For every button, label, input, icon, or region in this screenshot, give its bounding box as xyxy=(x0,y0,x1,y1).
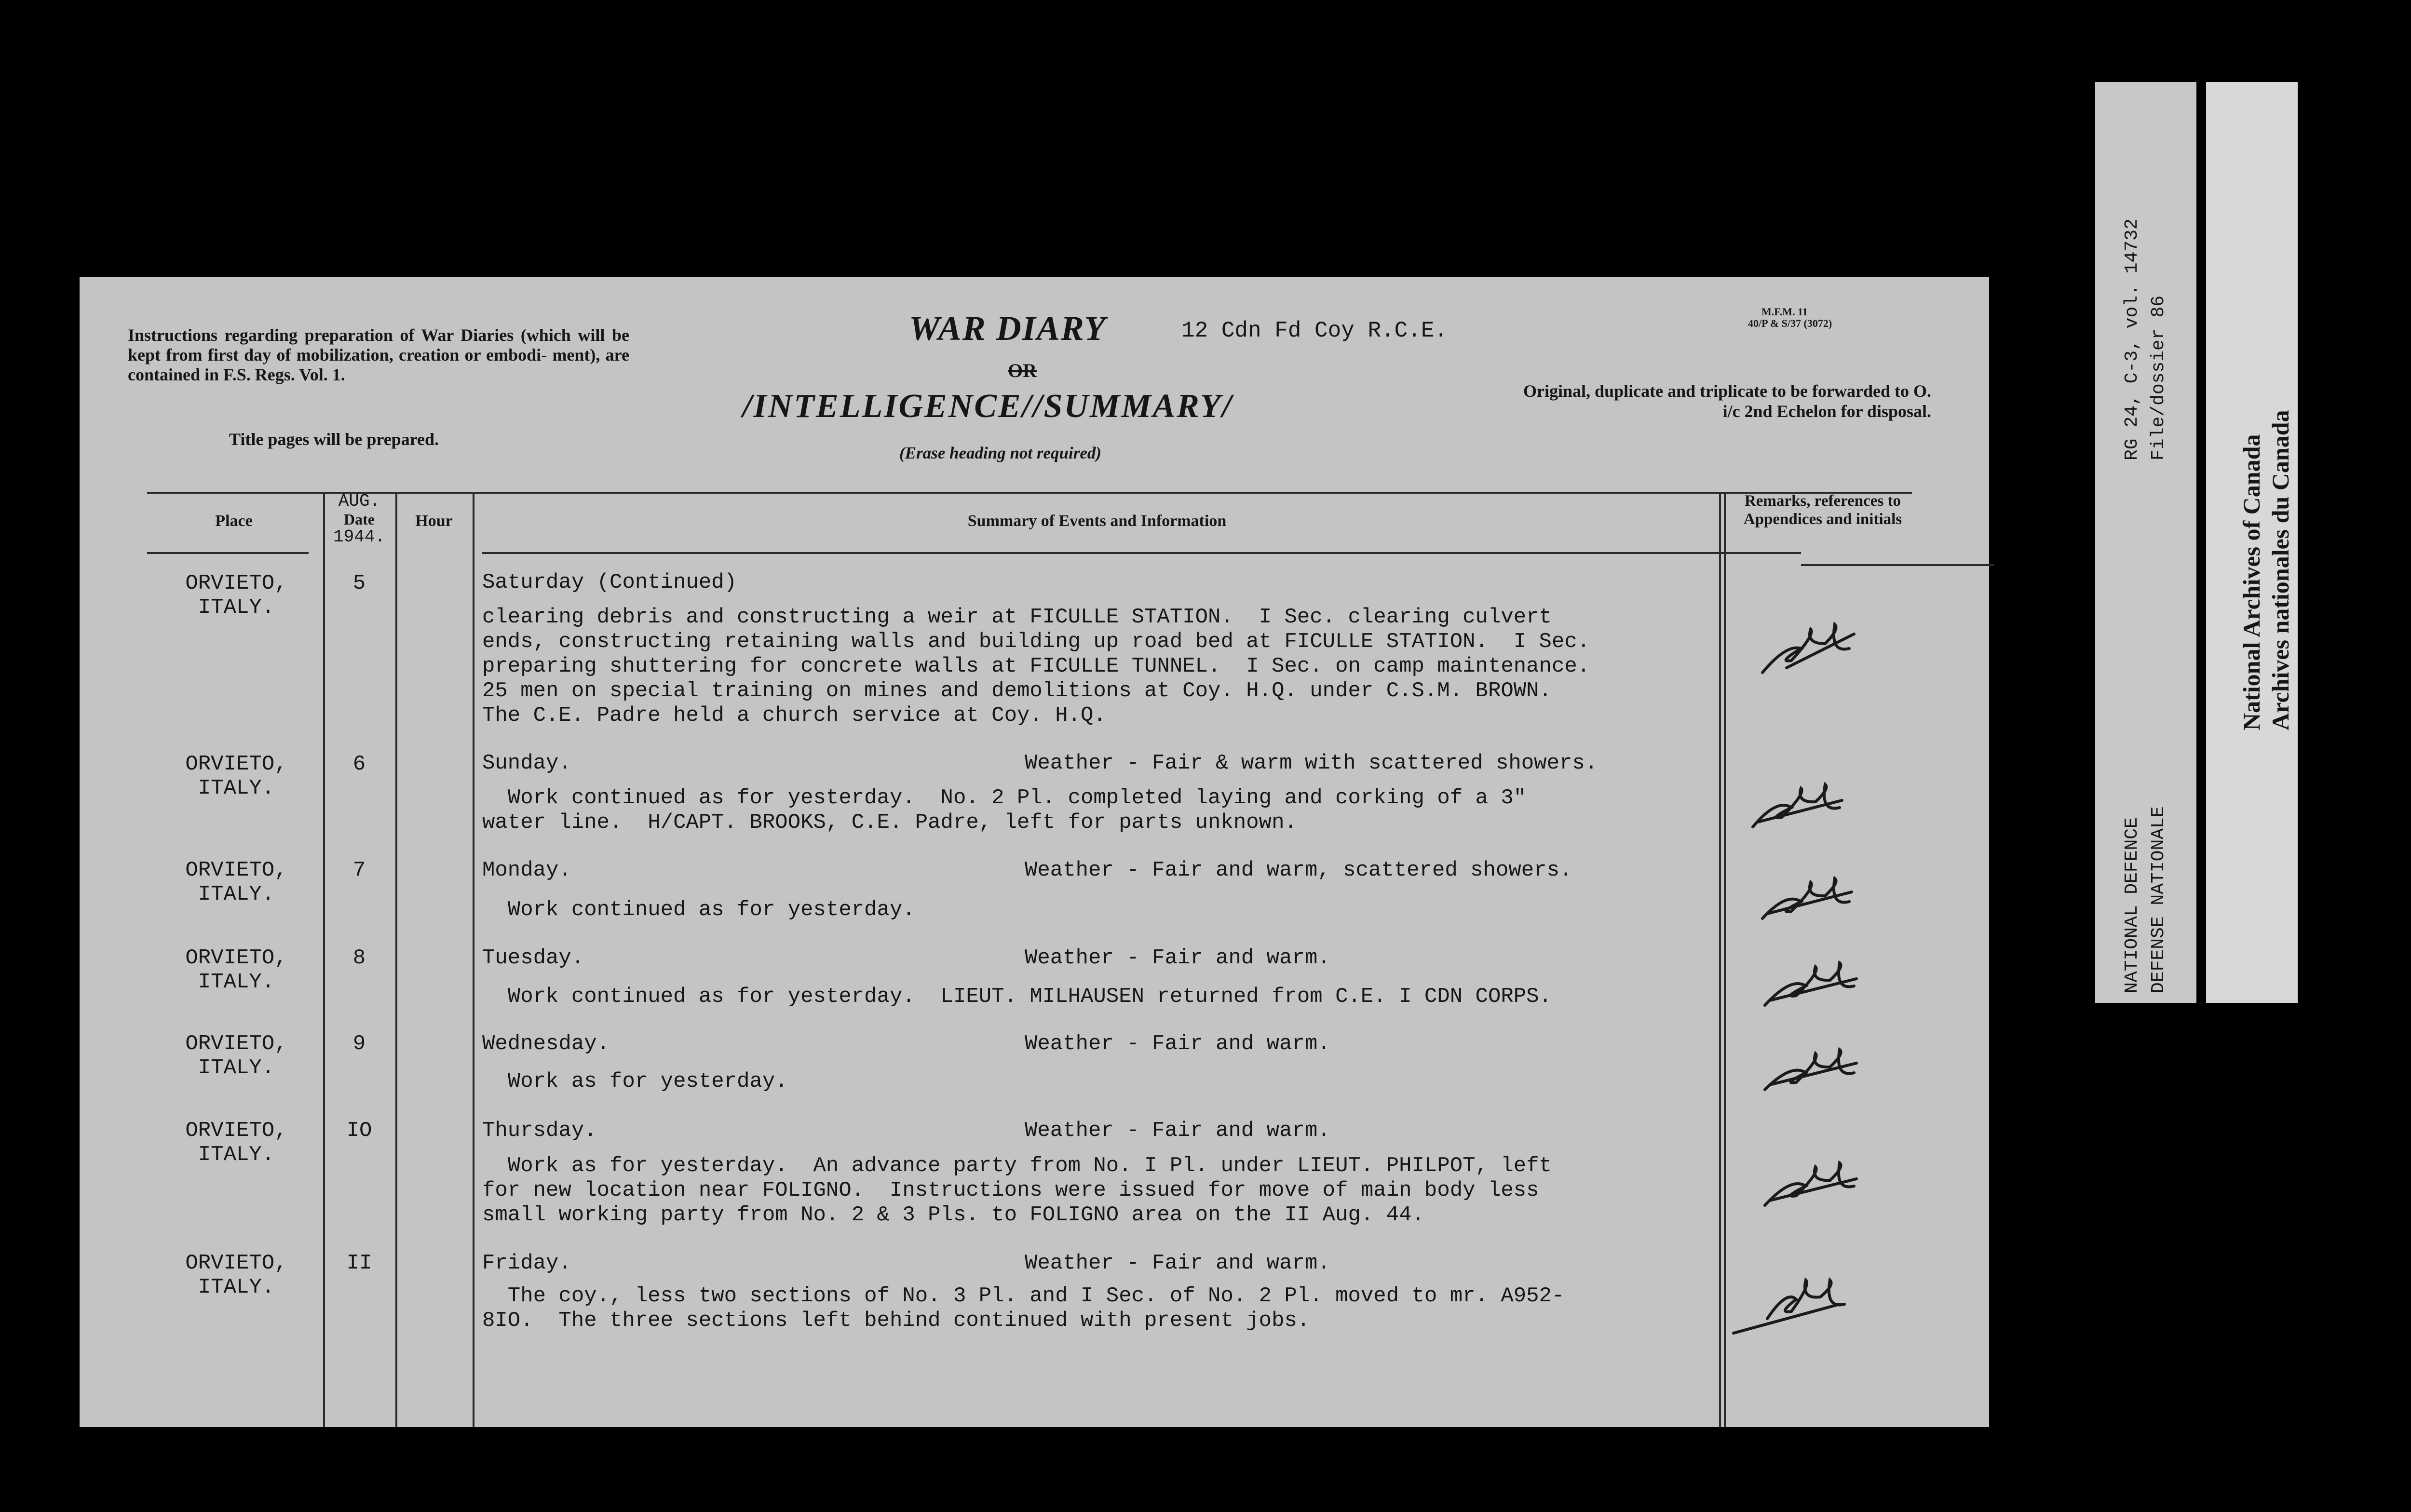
col-divider-date-right xyxy=(395,492,397,1427)
national-archives-fr: Archives nationales du Canada xyxy=(2267,410,2294,730)
entry-place xyxy=(152,1251,321,1299)
entry-place xyxy=(152,752,321,800)
header-date: Date xyxy=(344,511,375,528)
header-bottom-rule-left xyxy=(147,552,309,554)
original-duplicate-note: Original, duplicate and triplicate to be forwarded to O. i/c 2nd Echelon for disposal. xyxy=(1523,381,1931,421)
initials-signature xyxy=(1758,952,1864,1020)
entry-weather: Weather - Fair and warm. xyxy=(1025,1119,1330,1143)
place-line1: ORVIETO, xyxy=(185,752,287,776)
entry-day: Saturday (Continued) xyxy=(482,570,737,594)
entry-text: Work continued as for yesterday. No. 2 Pl. completed laying and corking of a 3" water line. H/CAPT. BROOKS, C.E. Padre, left for parts unknown. xyxy=(482,786,1527,835)
place-line1: ORVIETO, xyxy=(185,1119,287,1143)
header-month: AUG. xyxy=(338,491,380,511)
entry-place xyxy=(152,1032,321,1080)
form-code xyxy=(1748,306,1832,329)
entry-day: Thursday. xyxy=(482,1119,597,1143)
entry-date: 5 xyxy=(352,571,366,595)
entry-weather: Weather - Fair and warm, scattered showers. xyxy=(1025,858,1572,882)
national-defence-label: NATIONAL DEFENCE xyxy=(2122,817,2142,993)
entry-day: Monday. xyxy=(482,858,571,882)
national-archives-en: National Archives of Canada xyxy=(2238,434,2265,730)
defense-nationale-label: DEFENSE NATIONALE xyxy=(2148,806,2169,993)
place-line2: ITALY. xyxy=(198,1275,275,1299)
entry-date: 9 xyxy=(352,1032,366,1056)
place-line1: ORVIETO, xyxy=(185,946,287,970)
entry-text: The coy., less two sections of No. 3 Pl. and I Sec. of No. 2 Pl. moved to mr. A952- 8IO. The three sections left behind continued with present jobs. xyxy=(482,1284,1565,1333)
or-struck: OR xyxy=(1008,360,1037,381)
col-divider-remarks-inner xyxy=(1724,492,1726,1427)
place-line2: ITALY. xyxy=(198,970,275,994)
unit-name: 12 Cdn Fd Coy R.C.E. xyxy=(1181,318,1448,343)
place-line2: ITALY. xyxy=(198,595,275,620)
entry-date: 8 xyxy=(352,946,366,970)
entry-weather: Weather - Fair and warm. xyxy=(1025,946,1330,970)
entry-text: Work continued as for yesterday. LIEUT. MILHAUSEN returned from C.E. I CDN CORPS. xyxy=(482,985,1552,1009)
war-diary-title: WAR DIARY xyxy=(909,309,1107,348)
entry-text: Work as for yesterday. An advance party from No. I Pl. under LIEUT. PHILPOT, left for new location near FOLIGNO. Instructions were issued for move of main body less small working party from No. 2 & 3 Pls. to FOLIGNO area on the II Aug. 44. xyxy=(482,1154,1552,1227)
entry-weather: Weather - Fair and warm. xyxy=(1025,1032,1330,1056)
place-line2: ITALY. xyxy=(198,776,275,800)
archive-reference-line1: RG 24, C-3, vol. 14732 xyxy=(2122,218,2142,460)
form-code-line1: M.F.M. 11 xyxy=(1761,306,1808,318)
header-hour: Hour xyxy=(415,512,453,530)
initials-signature xyxy=(1753,868,1859,935)
place-line2: ITALY. xyxy=(198,1143,275,1167)
archive-name-strip xyxy=(2206,82,2298,1003)
entry-day: Tuesday. xyxy=(482,946,584,970)
entry-weather: Weather - Fair and warm. xyxy=(1025,1251,1330,1275)
entry-text: clearing debris and constructing a weir at FICULLE STATION. I Sec. clearing culvert ends, constructing retaining walls and building up road bed at FICULLE STATION. I Sec. preparing shuttering for concrete walls at FICULLE TUNNEL. I Sec. on camp maintenance. 25 men on special training on mines and demolitions at Coy. H.Q. under C.S.M. BROWN. The C.E. Padre held a church service at Coy. H.Q. xyxy=(482,605,1590,728)
place-line2: ITALY. xyxy=(198,1056,275,1080)
header-summary: Summary of Events and Information xyxy=(967,512,1227,530)
title-pages-note: Title pages will be prepared. xyxy=(229,430,439,449)
place-line2: ITALY. xyxy=(198,882,275,906)
header-remarks: Remarks, references to Appendices and initials xyxy=(1743,492,1902,528)
entry-day: Friday. xyxy=(482,1251,571,1275)
place-line1: ORVIETO, xyxy=(185,1032,287,1056)
instructions-text: Instructions regarding preparation of War Diaries (which will be kept from first day of mobilization, creation or embodi- ment), are contained in F.S. Regs. Vol. 1. xyxy=(128,325,629,384)
place-line1: ORVIETO, xyxy=(185,571,287,595)
entry-text: Work continued as for yesterday. xyxy=(482,898,915,922)
header-place: Place xyxy=(215,512,253,530)
header-year: 1944. xyxy=(333,527,386,547)
war-diary-sheet xyxy=(80,277,1989,1427)
archive-reference-line2: File/dossier 86 xyxy=(2148,295,2169,460)
erase-heading-note: (Erase heading not required) xyxy=(899,444,1102,462)
initials-signature xyxy=(1758,1152,1864,1220)
entry-date: 7 xyxy=(352,858,366,882)
header-bottom-rule-mid xyxy=(482,552,1801,554)
entry-date: 6 xyxy=(352,752,366,776)
entry-weather: Weather - Fair & warm with scattered showers. xyxy=(1025,751,1598,775)
intelligence-summary-title: /INTELLIGENCE//SUMMARY/ xyxy=(743,388,1233,425)
entry-day: Sunday. xyxy=(482,751,571,775)
header-bottom-rule-right xyxy=(1801,564,1994,566)
initials-signature xyxy=(1729,1270,1854,1343)
entry-place xyxy=(152,946,321,994)
table-top-rule xyxy=(147,492,1912,494)
initials-signature xyxy=(1758,615,1864,682)
form-code-line2: 40/P & S/37 (3072) xyxy=(1748,317,1832,329)
entry-place xyxy=(152,858,321,906)
initials-signature xyxy=(1743,774,1849,841)
entry-place xyxy=(152,571,321,620)
col-divider-remarks-left xyxy=(1719,492,1721,1427)
entry-date: IO xyxy=(346,1119,372,1143)
entry-text: Work as for yesterday. xyxy=(482,1069,788,1094)
entry-place xyxy=(152,1119,321,1167)
archive-reference-strip xyxy=(2095,82,2196,1003)
header-date-block xyxy=(323,492,395,547)
entry-day: Wednesday. xyxy=(482,1032,610,1056)
place-line1: ORVIETO, xyxy=(185,858,287,882)
place-line1: ORVIETO, xyxy=(185,1251,287,1275)
entry-date: II xyxy=(346,1251,372,1275)
col-divider-hour-right xyxy=(473,492,474,1427)
initials-signature xyxy=(1758,1039,1864,1107)
